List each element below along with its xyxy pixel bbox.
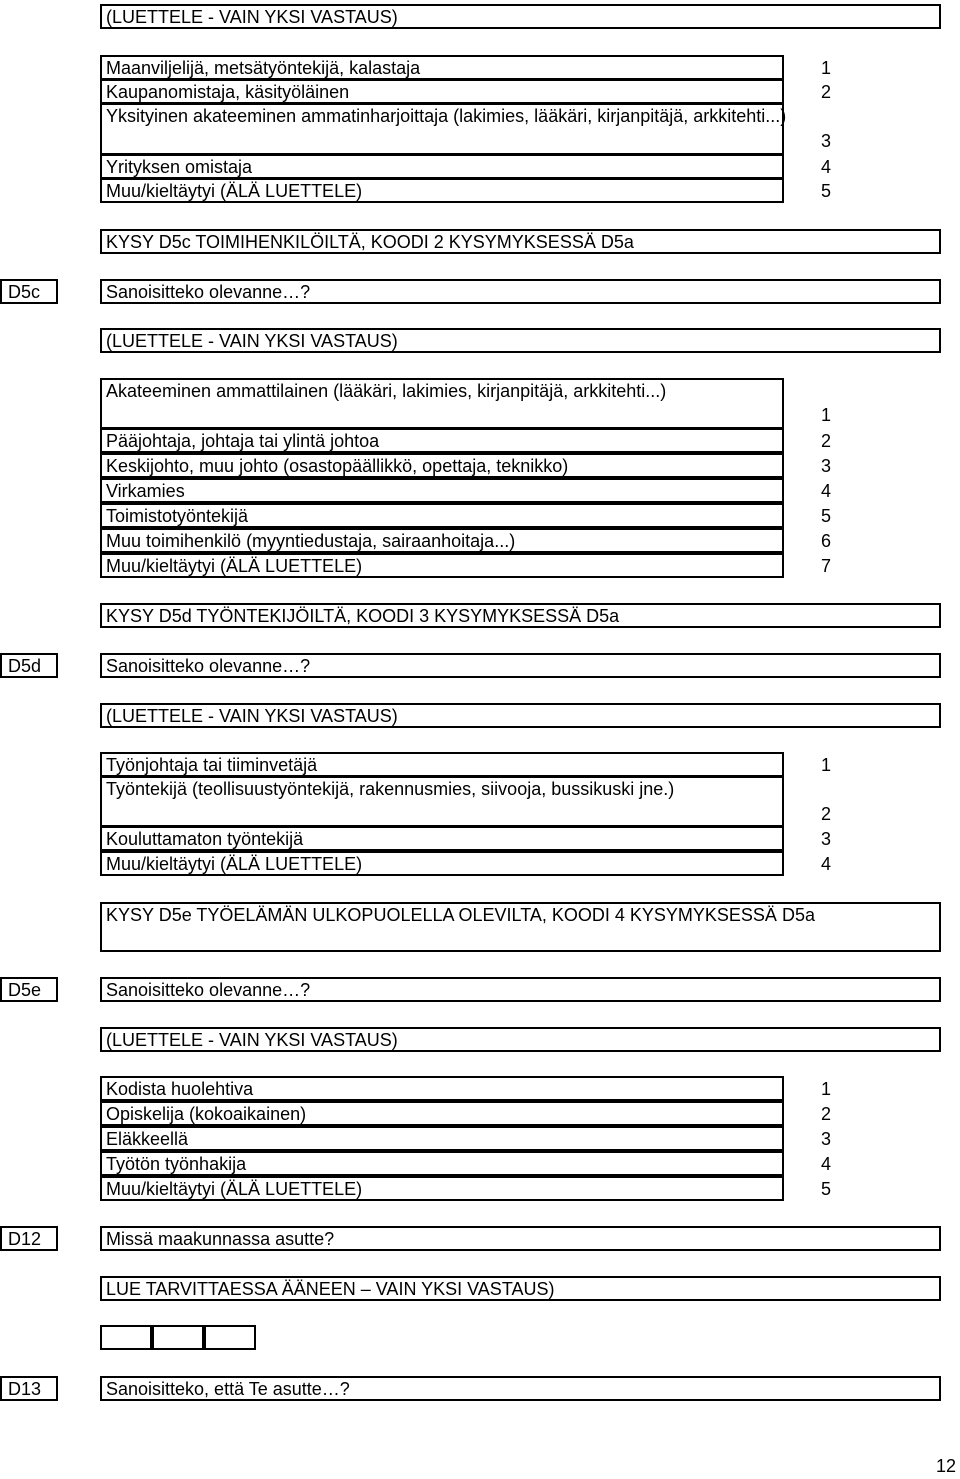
d5b-option-3[interactable]: Yksityinen akateeminen ammatinharjoittaja (lakimies, lääkäri, kirjanpitäjä, arkkitehti...): [100, 103, 784, 155]
d5c-option-3[interactable]: Keskijohto, muu johto (osastopäällikkö, opettaja, teknikko): [100, 453, 784, 478]
d5b-option-5[interactable]: Muu/kieltäytyi (ÄLÄ LUETTELE): [100, 178, 784, 203]
d5c-option-2[interactable]: Pääjohtaja, johtaja tai ylintä johtoa: [100, 428, 784, 453]
d5d-id: D5d: [0, 653, 58, 678]
d5c-code-1: 1: [820, 405, 831, 425]
d5b-code-4: 4: [820, 157, 831, 177]
page-number: 12: [935, 1456, 956, 1476]
d5c-code-3: 3: [820, 456, 831, 476]
d5e-code-1: 1: [820, 1079, 831, 1099]
d12-code-cell-2[interactable]: [152, 1325, 204, 1350]
d5c-id: D5c: [0, 279, 58, 304]
d5b-option-4[interactable]: Yrityksen omistaja: [100, 154, 784, 179]
d5e-code-3: 3: [820, 1129, 831, 1149]
d5c-code-4: 4: [820, 481, 831, 501]
d5d-option-3[interactable]: Kouluttamaton työntekijä: [100, 826, 784, 851]
d5c-code-6: 6: [820, 531, 831, 551]
d5c-instruction: (LUETTELE - VAIN YKSI VASTAUS): [100, 328, 941, 353]
d13-question: Sanoisitteko, että Te asutte…?: [100, 1376, 941, 1401]
d5d-filter: KYSY D5d TYÖNTEKIJÖILTÄ, KOODI 3 KYSYMYKSESSÄ D5a: [100, 603, 941, 628]
d12-instruction: LUE TARVITTAESSA ÄÄNEEN – VAIN YKSI VASTAUS): [100, 1276, 941, 1301]
d5c-question: Sanoisitteko olevanne…?: [100, 279, 941, 304]
d5c-filter: KYSY D5c TOIMIHENKILÖILTÄ, KOODI 2 KYSYMYKSESSÄ D5a: [100, 229, 941, 254]
d5b-instruction: (LUETTELE - VAIN YKSI VASTAUS): [100, 4, 941, 29]
d5d-option-1[interactable]: Työnjohtaja tai tiiminvetäjä: [100, 752, 784, 777]
d5d-code-3: 3: [820, 829, 831, 849]
d5b-option-2[interactable]: Kaupanomistaja, käsityöläinen: [100, 79, 784, 104]
d13-id: D13: [0, 1376, 58, 1401]
d5d-instruction: (LUETTELE - VAIN YKSI VASTAUS): [100, 703, 941, 728]
d5d-question: Sanoisitteko olevanne…?: [100, 653, 941, 678]
d5d-code-2: 2: [820, 804, 831, 824]
d5e-question: Sanoisitteko olevanne…?: [100, 977, 941, 1002]
d5c-option-5[interactable]: Toimistotyöntekijä: [100, 503, 784, 528]
d12-question: Missä maakunnassa asutte?: [100, 1226, 941, 1251]
d5c-option-1[interactable]: Akateeminen ammattilainen (lääkäri, lakimies, kirjanpitäjä, arkkitehti...): [100, 378, 784, 429]
d5c-option-7[interactable]: Muu/kieltäytyi (ÄLÄ LUETTELE): [100, 553, 784, 578]
d5d-option-4[interactable]: Muu/kieltäytyi (ÄLÄ LUETTELE): [100, 851, 784, 876]
d5e-option-5[interactable]: Muu/kieltäytyi (ÄLÄ LUETTELE): [100, 1176, 784, 1201]
d5c-code-2: 2: [820, 431, 831, 451]
d5e-id: D5e: [0, 977, 58, 1002]
d5e-option-4[interactable]: Työtön työnhakija: [100, 1151, 784, 1176]
d5d-code-4: 4: [820, 854, 831, 874]
d5b-code-5: 5: [820, 181, 831, 201]
d5b-option-1[interactable]: Maanviljelijä, metsätyöntekijä, kalastaja: [100, 55, 784, 80]
d5e-filter: KYSY D5e TYÖELÄMÄN ULKOPUOLELLA OLEVILTA, KOODI 4 KYSYMYKSESSÄ D5a: [100, 902, 941, 952]
d5e-code-5: 5: [820, 1179, 831, 1199]
d5e-code-4: 4: [820, 1154, 831, 1174]
d12-code-cell-1[interactable]: [100, 1325, 152, 1350]
d5e-option-2[interactable]: Opiskelija (kokoaikainen): [100, 1101, 784, 1126]
d5b-code-3: 3: [820, 131, 831, 151]
d5e-option-1[interactable]: Kodista huolehtiva: [100, 1076, 784, 1101]
d5e-instruction: (LUETTELE - VAIN YKSI VASTAUS): [100, 1027, 941, 1052]
d5c-option-6[interactable]: Muu toimihenkilö (myyntiedustaja, sairaanhoitaja...): [100, 528, 784, 553]
d5c-option-4[interactable]: Virkamies: [100, 478, 784, 503]
d5d-code-1: 1: [820, 755, 831, 775]
d5b-code-2: 2: [820, 82, 831, 102]
d12-id: D12: [0, 1226, 58, 1251]
d5e-option-3[interactable]: Eläkkeellä: [100, 1126, 784, 1151]
d5d-option-2[interactable]: Työntekijä (teollisuustyöntekijä, rakennusmies, siivooja, bussikuski jne.): [100, 776, 784, 827]
d5c-code-7: 7: [820, 556, 831, 576]
d5c-code-5: 5: [820, 506, 831, 526]
d12-code-cell-3[interactable]: [204, 1325, 256, 1350]
d5e-code-2: 2: [820, 1104, 831, 1124]
d5b-code-1: 1: [820, 58, 831, 78]
